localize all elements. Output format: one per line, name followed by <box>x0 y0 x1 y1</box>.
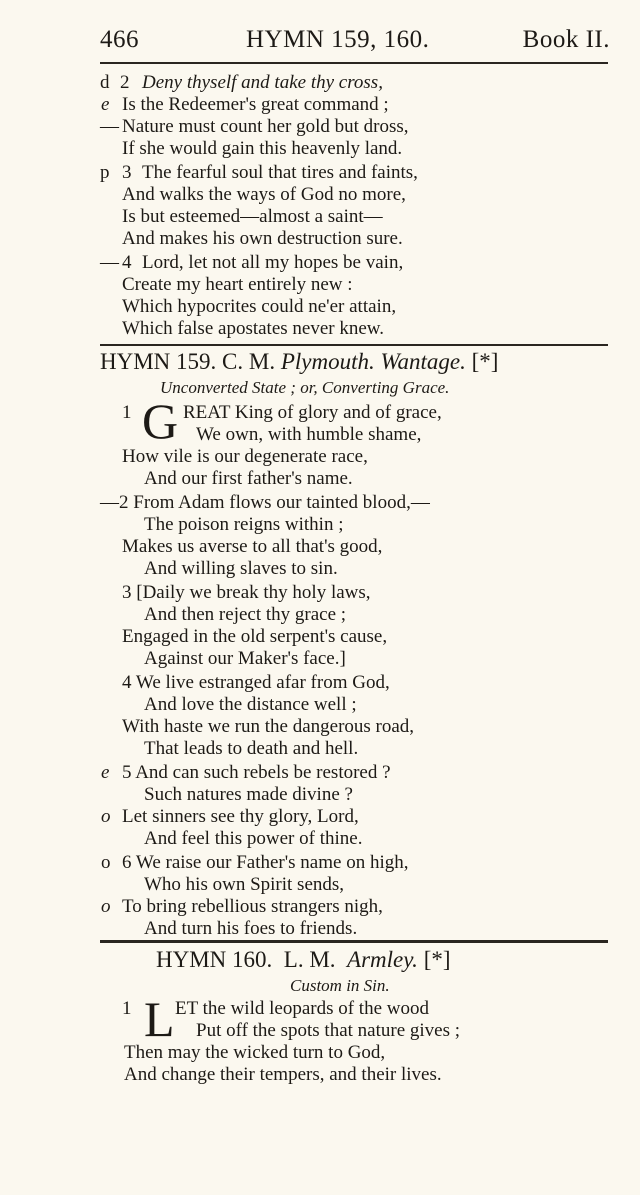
hymn-meter: C. M. <box>222 349 276 374</box>
hymn-meter: L. M. <box>283 947 336 972</box>
dynamic-mark: o <box>101 896 111 917</box>
verse-line: How vile is our degenerate race, <box>122 446 368 467</box>
hymn-tune: Armley. <box>347 947 418 972</box>
verse-line: And turn his foes to friends. <box>144 918 358 939</box>
dynamic-mark: — <box>100 252 119 273</box>
verse-line: 5 And can such rebels be restored ? <box>122 762 391 783</box>
verse-line: And feel this power of thine. <box>144 828 363 849</box>
verse-line: 4 We live estranged afar from God, <box>122 672 390 693</box>
verse-line: Which false apostates never knew. <box>122 318 385 339</box>
dynamic-mark: d <box>100 72 110 93</box>
verse-line: 6 We raise our Father's name on high, <box>122 852 409 873</box>
hymn-159-subtitle: Unconverted State ; or, Converting Grace. <box>160 378 450 397</box>
dynamic-mark: — <box>100 116 119 137</box>
verse-number: 4 <box>122 252 132 273</box>
verse-line: The fearful soul that tires and faints, <box>142 162 418 183</box>
verse-line: And our first father's name. <box>144 468 353 489</box>
verse-line: And makes his own destruction sure. <box>122 228 403 249</box>
dynamic-mark: p <box>100 162 110 183</box>
verse-line: And willing slaves to sin. <box>144 558 338 579</box>
verse-line: The poison reigns within ; <box>144 514 344 535</box>
verse-line: With haste we run the dangerous road, <box>122 716 415 737</box>
verse-line: REAT King of glory and of grace, <box>183 402 442 423</box>
dynamic-mark: o <box>101 806 111 827</box>
section-rule <box>100 344 608 346</box>
verse-line: Which hypocrites could ne'er attain, <box>122 296 397 317</box>
hymn-number: HYMN 160. <box>156 947 273 972</box>
verse-line: And change their tempers, and their lives. <box>124 1064 442 1085</box>
hymn-159-heading <box>100 348 498 376</box>
verse-line: Lord, let not all my hopes be vain, <box>142 252 404 273</box>
verse-line: If she would gain this heavenly land. <box>122 138 403 159</box>
verse-line: That leads to death and hell. <box>144 738 359 759</box>
verse-number: 1 <box>122 402 132 423</box>
verse-line: Is the Redeemer's great command ; <box>122 94 389 115</box>
verse-line: Then may the wicked turn to God, <box>124 1042 386 1063</box>
verse-line: Makes us averse to all that's good, <box>122 536 383 557</box>
verse-line: ET the wild leopards of the wood <box>175 998 429 1019</box>
hymn-tunes: Plymouth. Wantage. <box>280 349 466 374</box>
verse-line: And walks the ways of God no more, <box>122 184 406 205</box>
dynamic-mark: e <box>101 762 110 783</box>
verse-line: We own, with humble shame, <box>196 424 422 445</box>
verse-line: And then reject thy grace ; <box>144 604 347 625</box>
verse-line: Deny thyself and take thy cross, <box>142 72 383 93</box>
header-rule <box>100 62 608 64</box>
verse-number: 1 <box>122 998 132 1019</box>
verse-line: And love the distance well ; <box>144 694 357 715</box>
hymn-star: [*] <box>471 349 499 374</box>
dynamic-mark: e <box>101 94 110 115</box>
verse-line: To bring rebellious strangers nigh, <box>122 896 383 917</box>
drop-cap: G <box>142 393 179 449</box>
verse-number: 3 <box>122 162 132 183</box>
verse-line: 3 [Daily we break thy holy laws, <box>122 582 371 603</box>
verse-line: —2 From Adam flows our tainted blood,— <box>100 492 430 513</box>
verse-number: 2 <box>120 72 130 93</box>
verse-line: Against our Maker's face.] <box>144 648 346 669</box>
hymn-number: HYMN 159. <box>100 349 217 374</box>
verse-line: Nature must count her gold but dross, <box>122 116 409 137</box>
verse-line: Engaged in the old serpent's cause, <box>122 626 388 647</box>
drop-cap: L <box>144 991 175 1047</box>
hymn-star: [*] <box>423 947 451 972</box>
verse-line: Put off the spots that nature gives ; <box>196 1020 461 1041</box>
hymn-160-subtitle: Custom in Sin. <box>290 976 390 995</box>
verse-line: Create my heart entirely new : <box>122 274 353 295</box>
hymn-160-heading <box>156 946 451 974</box>
running-head <box>100 26 610 56</box>
verse-line: Let sinners see thy glory, Lord, <box>122 806 359 827</box>
verse-line: Is but esteemed—almost a saint— <box>122 206 383 227</box>
book-label: Book II. <box>522 26 610 53</box>
running-title: HYMN 159, 160. <box>246 26 430 53</box>
verse-line: Such natures made divine ? <box>144 784 353 805</box>
verse-line: Who his own Spirit sends, <box>144 874 345 895</box>
dynamic-mark: o <box>101 852 111 873</box>
page-number: 466 <box>100 26 139 53</box>
section-rule <box>100 940 608 943</box>
